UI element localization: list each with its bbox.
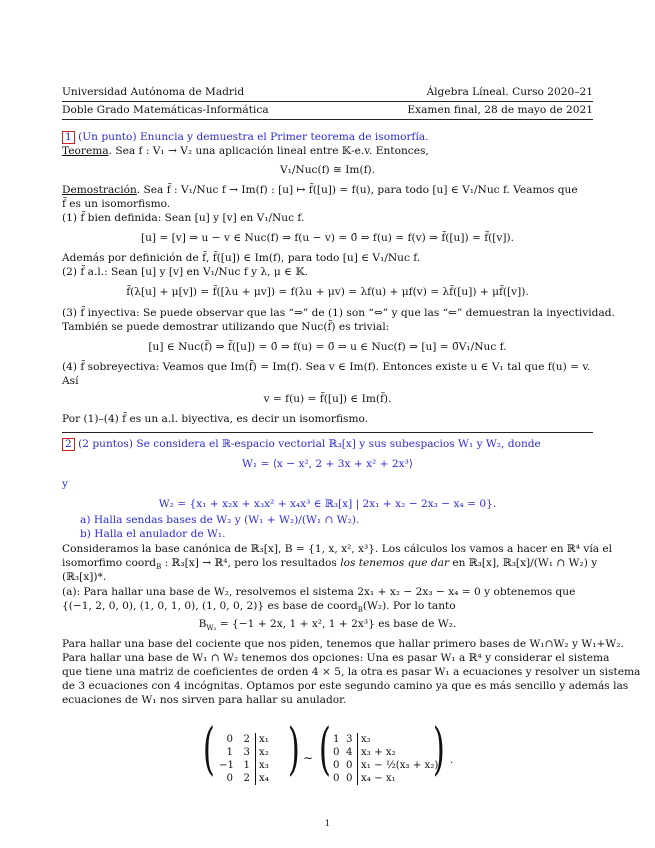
right-paren-close: ) bbox=[432, 717, 445, 782]
lm-r0-c1: 2 bbox=[243, 734, 250, 745]
left-paren-open: ( bbox=[202, 717, 215, 782]
lm-r0-c0: 0 bbox=[226, 734, 233, 745]
right-matrix-bar bbox=[357, 733, 358, 785]
problem-2-number: 2 bbox=[62, 438, 75, 451]
problem-2-statement: 2 (2 puntos) Se considera el ℝ-espacio vectorial ℝ₃[x] y sus subespacios W₁ y W₂, donde bbox=[62, 438, 593, 451]
step-1-after: Además por definición de f̃, f̃([u]) ∈ Im(f), para todo [u] ∈ V₁/Nuc f. bbox=[62, 252, 421, 264]
w1-definition: W₁ = ⟨x − x², 2 + 3x + x² + 2x³⟩ bbox=[241, 458, 414, 470]
step-4-formula: v = f(u) = f̃([u]) ∈ Im(f̃). bbox=[263, 393, 392, 405]
rm-r1-c2: x₃ + x₂ bbox=[361, 747, 396, 758]
header-exam-date: Examen final, 28 de mayo de 2021 bbox=[407, 104, 593, 116]
w2-definition: W₂ = {x₁ + x₂x + x₃x² + x₄x³ ∈ ℝ₃[x] | 2x₁ + x₂ − 2x₃ − x₄ = 0}. bbox=[158, 498, 497, 510]
text-line-6: Para hallar una base del cociente que nos piden, tenemos que hallar primero bases de W₁∩W₂ y W₁+W₂. bbox=[62, 638, 624, 650]
lm-r3-c1: 2 bbox=[243, 773, 250, 784]
demo-line: Demostración. Sea f̃ : V₁/Nuc f → Im(f) : [u] ↦ f̃([u]) = f(u), para todo [u] ∈ V₁/Nuc f. Veamos que bbox=[62, 184, 578, 196]
rm-r2-c1: 0 bbox=[346, 760, 353, 771]
rm-r0-c2: x₂ bbox=[361, 734, 371, 745]
right-paren-open: ( bbox=[318, 717, 331, 782]
header-degree: Doble Grado Matemáticas-Informática bbox=[62, 104, 269, 116]
rm-r1-c1: 4 bbox=[346, 747, 353, 758]
rm-r0-c1: 3 bbox=[346, 734, 353, 745]
matrix-period: . bbox=[450, 754, 454, 766]
text-line-10: ecuaciones de W₁ nos sirven para hallar su anulador. bbox=[62, 694, 347, 706]
rm-r3-c2: x₄ − x₁ bbox=[361, 773, 396, 784]
left-paren-close: ) bbox=[287, 717, 300, 782]
similar-sign: ∼ bbox=[303, 751, 314, 765]
text-line-3: (ℝ₃[x])*. bbox=[62, 571, 107, 583]
header-university: Universidad Autónoma de Madrid bbox=[62, 86, 245, 98]
rm-r3-c1: 0 bbox=[346, 773, 353, 784]
y-connector: y bbox=[62, 478, 68, 490]
theorem-line: Teorema. Sea f : V₁ → V₂ una aplicación lineal entre 𝕂-e.v. Entonces, bbox=[62, 145, 429, 157]
lm-r1-c1: 3 bbox=[243, 747, 250, 758]
step-1-formula: [u] = [v] ⇒ u − v ∈ Nuc(f) ⇒ f(u − v) = 0̄ ⇒ f(u) = f(v) ⇒ f̃([u]) = f̃([v]). bbox=[140, 232, 515, 244]
rm-r0-c0: 1 bbox=[333, 734, 340, 745]
lm-r1-c2: x₂ bbox=[259, 747, 269, 758]
step-3: (3) f̃ inyectiva: Se puede observar que las “⇒” de (1) son “⇔” y que las “⇐” demuestran la inyectividad. bbox=[62, 307, 615, 319]
step-2-formula: f̃(λ[u] + μ[v]) = f̃([λu + μv]) = f(λu + μv) = λf(u) + μf(v) = λf̃([u]) + μf̃([v]). bbox=[126, 286, 529, 298]
text-line-2: isomorfimo coord$_B$ : ℝ₃[x] → ℝ⁴, pero los resultados los tenemos que dar en ℝ₃[x], ℝ₃[x]/(W₁ ∩ W₂) y bbox=[62, 557, 598, 572]
header-rule-bottom bbox=[62, 119, 593, 120]
problem-1-statement: 1 (Un punto) Enuncia y demuestra el Primer teorema de isomorfía. bbox=[62, 131, 593, 144]
page-number: 1 bbox=[324, 819, 331, 829]
problem-1-number: 1 bbox=[62, 131, 75, 144]
step-conclusion: Por (1)–(4) f̃ es un a.l. biyectiva, es decir un isomorfismo. bbox=[62, 413, 369, 425]
text-line-8: que tiene una matriz de coeficientes de orden 4 × 5, la otra es pasar W₁ a ecuaciones y resolver un sistema bbox=[62, 666, 641, 678]
lm-r1-c0: 1 bbox=[226, 747, 233, 758]
step-2: (2) f̃ a.l.: Sean [u] y [v] en V₁/Nuc f y λ, μ ∈ 𝕂. bbox=[62, 266, 308, 278]
lm-r3-c0: 0 bbox=[226, 773, 233, 784]
basis-w2-formula: $B_{W_2} = \{-1 + 2x$, 1 + x², 1 + 2x³} es base de W₂. bbox=[198, 618, 457, 633]
lm-r2-c2: x₃ bbox=[259, 760, 269, 771]
question-a: a) Halla sendas bases de W₂ y (W₁ + W₂)/(W₁ ∩ W₂). bbox=[80, 514, 360, 526]
step-4b: Así bbox=[62, 375, 79, 387]
separator-rule bbox=[62, 432, 593, 433]
lm-r2-c1: 1 bbox=[243, 760, 250, 771]
rm-r3-c0: 0 bbox=[333, 773, 340, 784]
theorem-label: Teorema bbox=[62, 145, 109, 157]
question-b: b) Halla el anulador de W₁. bbox=[80, 528, 226, 540]
lm-r2-c0: −1 bbox=[219, 760, 235, 771]
text-line-9: de 3 ecuaciones con 4 incógnitas. Optamos por este segundo camino ya que es más sencillo y además las bbox=[62, 680, 629, 692]
rm-r1-c0: 0 bbox=[333, 747, 340, 758]
step-1: (1) f̃ bien definida: Sean [u] y [v] en V₁/Nuc f. bbox=[62, 212, 305, 224]
step-3-formula: [u] ∈ Nuc(f̃) ⇒ f̃([u]) = 0̄ ⇒ f(u) = 0̄ ⇒ u ∈ Nuc(f) ⇒ [u] = 0̄V₁/Nuc f. bbox=[148, 341, 507, 353]
text-line-1: Consideramos la base canónica de ℝ₃[x], B = {1, x, x², x³}. Los cálculos los vamos a hacer en ℝ⁴ vía el bbox=[62, 543, 613, 555]
demo-line-2: f̃ es un isomorfismo. bbox=[62, 198, 171, 210]
rm-r2-c0: 0 bbox=[333, 760, 340, 771]
header-rule-top bbox=[62, 101, 593, 102]
text-line-5: {(−1, 2, 0, 0), (1, 0, 1, 0), (1, 0, 0, 2)} es base de coord$_B$(W₂). Por lo tanto bbox=[62, 600, 456, 615]
rm-r2-c2: x₁ − ½(x₃ + x₂) bbox=[361, 760, 439, 771]
left-matrix-bar bbox=[255, 733, 256, 785]
demo-label: Demostración bbox=[62, 184, 137, 196]
text-line-7: Para hallar una base de W₁ ∩ W₂ tenemos dos opciones: Una es pasar W₁ a ℝ⁴ y considerar el sistema bbox=[62, 652, 610, 664]
theorem-formula: V₁/Nuc(f) ≅ Im(f). bbox=[279, 164, 376, 176]
text-line-4: (a): Para hallar una base de W₂, resolvemos el sistema 2x₁ + x₂ − 2x₃ − x₄ = 0 y obtenemos que bbox=[62, 586, 576, 598]
step-4: (4) f̃ sobreyectiva: Veamos que Im(f̃) = Im(f). Sea v ∈ Im(f). Entonces existe u ∈ V₁ tal que f(u) = v. bbox=[62, 361, 591, 373]
step-3b: También se puede demostrar utilizando que Nuc(f̃) es trivial: bbox=[62, 321, 390, 333]
lm-r3-c2: x₄ bbox=[259, 773, 269, 784]
header-course: Álgebra Líneal. Curso 2020–21 bbox=[426, 86, 593, 98]
lm-r0-c2: x₁ bbox=[259, 734, 269, 745]
